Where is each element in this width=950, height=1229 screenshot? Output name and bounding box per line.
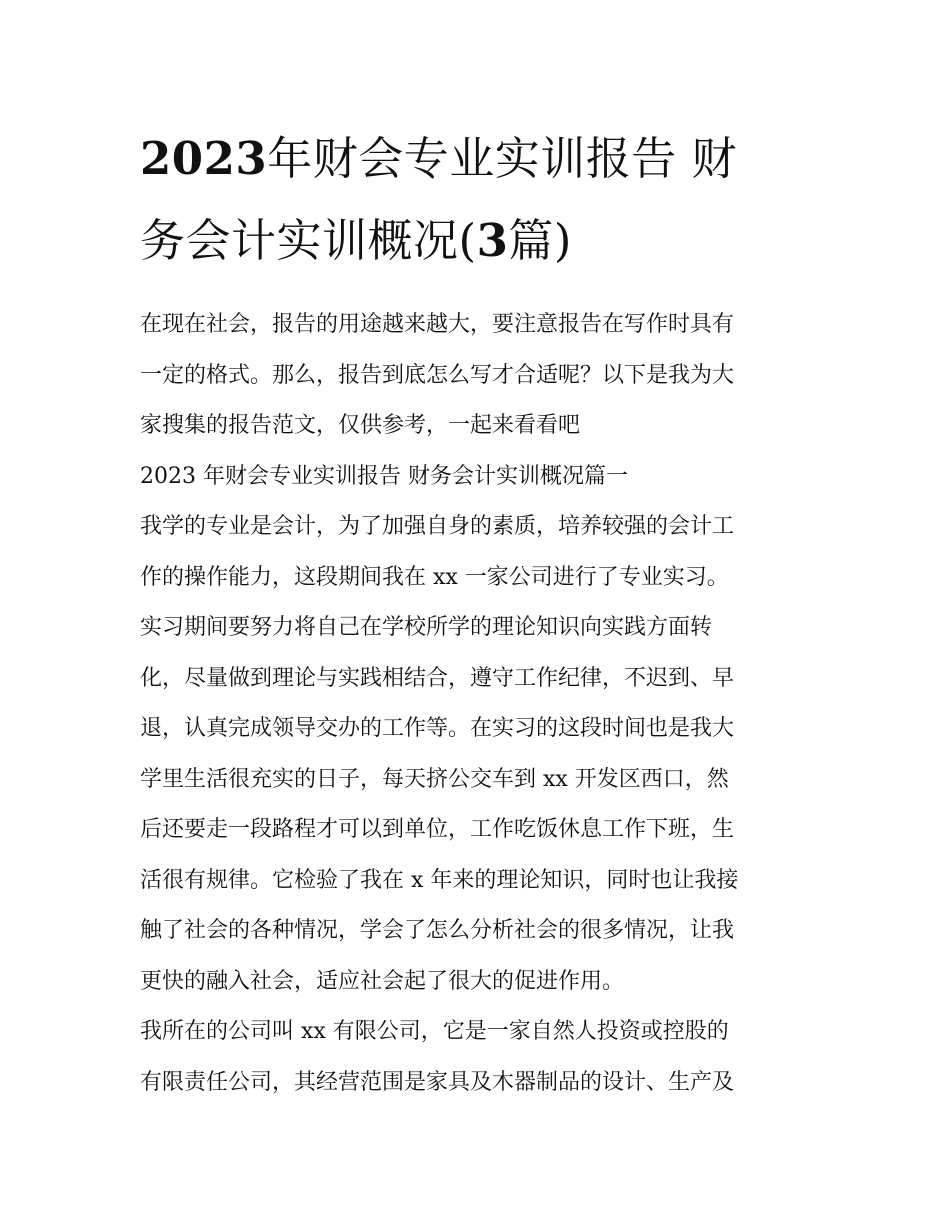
paragraph-2 xyxy=(140,603,816,1007)
document-page xyxy=(140,118,816,1108)
paragraph-3 xyxy=(140,1007,816,1108)
paragraph-line: 触了社会的各种情况，学会了怎么分析社会的很多情况，让我 xyxy=(140,918,735,943)
paragraph-line: 作的操作能力，这段期间我在 xx 一家公司进行了专业实习。 xyxy=(140,564,729,590)
paragraph-1 xyxy=(140,502,816,603)
title-line-1 xyxy=(140,118,816,200)
document-body xyxy=(140,300,816,1108)
intro-line: 在现在社会，报告的用途越来越大，要注意报告在写作时具有 xyxy=(140,312,735,337)
paragraph-line: 退，认真完成领导交办的工作等。在实习的这段时间也是我大 xyxy=(140,716,735,741)
intro-line: 一定的格式。那么，报告到底怎么写才合适呢？以下是我为大 xyxy=(140,362,735,388)
intro-paragraph xyxy=(140,300,816,452)
intro-line: 家搜集的报告范文，仅供参考，一起来看看吧 xyxy=(140,413,581,438)
paragraph-line: 后还要走一段路程才可以到单位，工作吃饭休息工作下班，生 xyxy=(140,817,735,842)
title-year: 2023 xyxy=(140,132,268,185)
paragraph-line: 实习期间要努力将自己在学校所学的理论知识向实践方面转 xyxy=(140,615,713,640)
title-text-1: 年财会专业实训报告 财 xyxy=(267,132,738,185)
paragraph-line: 活很有规律。它检验了我在 x 年来的理论知识，同时也让我接 xyxy=(140,867,739,893)
title-text-2b: 篇) xyxy=(508,214,572,267)
section-heading xyxy=(140,452,816,503)
document-title xyxy=(140,118,816,282)
paragraph-line: 化，尽量做到理论与实践相结合，遵守工作纪律，不迟到、早 xyxy=(140,665,735,691)
title-count: 3 xyxy=(476,214,509,267)
paragraph-line: 有限责任公司，其经营范围是家具及木器制品的设计、生产及 xyxy=(140,1069,735,1095)
paragraph-line: 我所在的公司叫 xx 有限公司，它是一家自然人投资或控股的 xyxy=(140,1019,729,1044)
paragraph-line: 更快的融入社会，适应社会起了很大的促进作用。 xyxy=(140,968,625,994)
title-text-2a: 务会计实训概况( xyxy=(140,214,477,267)
paragraph-line: 学里生活很充实的日子，每天挤公交车到 xx 开发区西口，然 xyxy=(140,766,729,792)
title-line-2 xyxy=(140,200,816,282)
paragraph-line: 我学的专业是会计，为了加强自身的素质，培养较强的会计工 xyxy=(140,514,735,539)
section-heading-text: 2023 年财会专业实训报告 财务会计实训概况篇一 xyxy=(140,463,628,489)
